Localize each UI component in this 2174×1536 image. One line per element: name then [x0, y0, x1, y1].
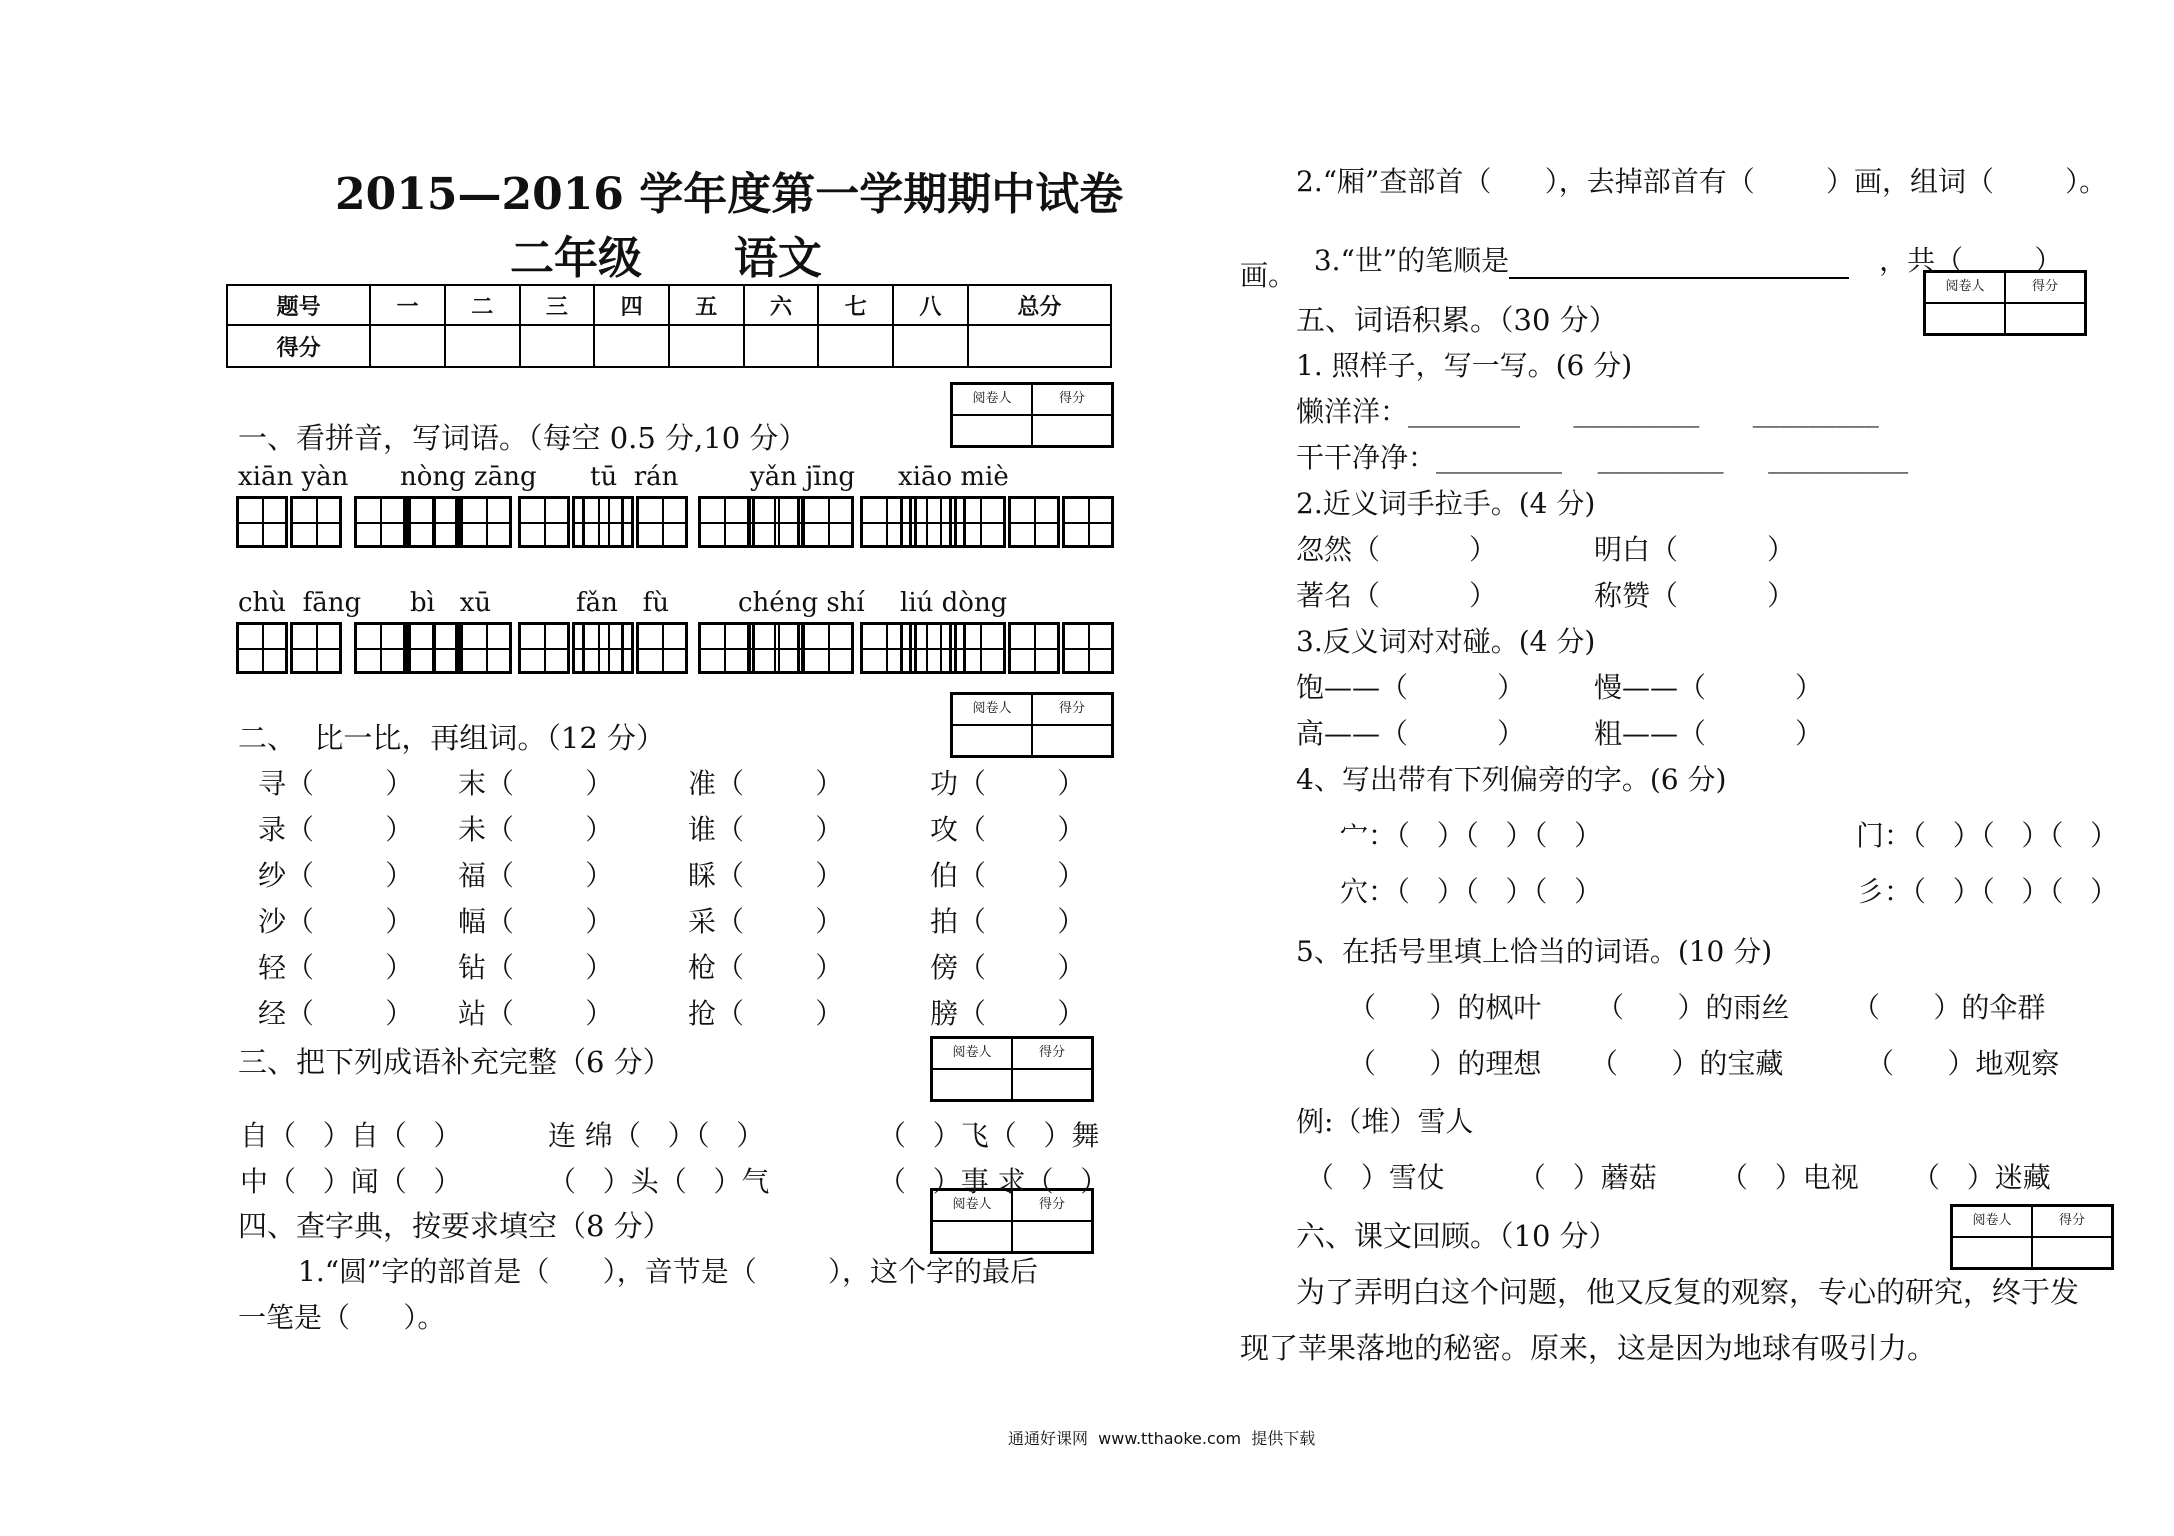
s5-p5-title: 5、在括号里填上恰当的词语。(10 分) — [1296, 935, 1773, 968]
tian-box[interactable] — [236, 496, 288, 548]
score-table-header: 五 — [669, 285, 744, 325]
tian-box[interactable] — [460, 622, 512, 674]
synonym-item: 称赞（ ） — [1594, 579, 1796, 612]
compare-item: 枪（ ） — [688, 951, 844, 984]
compare-item: 采（ ） — [688, 905, 844, 938]
compare-item: 睬（ ） — [688, 859, 844, 892]
score-table-header: 七 — [818, 285, 893, 325]
dict-q3-line2: 画。 — [1240, 259, 1297, 292]
section-1-title: 一、看拼音，写词语。（每空 0.5 分,10 分） — [238, 421, 808, 455]
idiom-item: 连 绵（ ）（ ） — [548, 1119, 765, 1152]
grader-cell[interactable] — [1032, 725, 1112, 756]
compare-item: 功（ ） — [930, 767, 1086, 800]
dict-q3-text: 3.“世”的笔顺是 — [1313, 244, 1510, 277]
s5-p1b: 干干净净：_________ _________ __________ — [1296, 441, 1909, 474]
tian-box[interactable] — [748, 622, 800, 674]
s5-p1a: 懒洋洋：________ _________ _________ — [1296, 395, 1879, 428]
antonym-item: 慢——（ ） — [1594, 671, 1824, 704]
grader-reviewer-label: 阅卷人 — [1952, 1206, 2032, 1237]
score-table-header: 八 — [893, 285, 968, 325]
section-5-title: 五、词语积累。（30 分） — [1296, 303, 1618, 337]
grader-box — [1950, 1204, 2114, 1270]
tian-box[interactable] — [518, 496, 570, 548]
tian-box[interactable] — [582, 622, 634, 674]
verb-item: （ ）雪仗 — [1306, 1161, 1445, 1194]
compare-item: 伯（ ） — [930, 859, 1086, 892]
section-2-title: 二、 比一比，再组词。（12 分） — [238, 721, 666, 755]
radical-item: 穴：（ ）（ ）（ ） — [1340, 875, 1603, 908]
exam-subtitle: 二年级 语文 — [510, 233, 822, 284]
compare-item: 福（ ） — [458, 859, 614, 892]
antonym-item: 高——（ ） — [1296, 717, 1526, 750]
idiom-item: （ ）事 求（ ） — [878, 1165, 1109, 1198]
idiom-item: （ ）头（ ）气 — [548, 1165, 770, 1198]
verb-item: （ ）迷藏 — [1912, 1161, 2051, 1194]
grader-box — [1923, 270, 2087, 336]
score-table-header: 四 — [594, 285, 669, 325]
dict-q3-tail: ，共（ ） — [1879, 244, 2063, 277]
idiom-item: （ ）飞（ ）舞 — [878, 1119, 1100, 1152]
tian-box[interactable] — [406, 622, 458, 674]
synonym-item: 明白（ ） — [1594, 533, 1796, 566]
pinyin-7: bì xū — [410, 588, 492, 618]
pinyin-4: yǎn jīng — [750, 462, 855, 492]
compare-item: 谁（ ） — [688, 813, 844, 846]
pinyin-6: chù fāng — [238, 588, 362, 618]
compare-item: 轻（ ） — [258, 951, 414, 984]
grader-cell[interactable] — [932, 1221, 1012, 1252]
tian-box[interactable] — [518, 622, 570, 674]
section-4-title: 四、查字典，按要求填空（8 分） — [238, 1209, 672, 1243]
phrase-item: （ ）地观察 — [1866, 1047, 2060, 1080]
pinyin-2: nòng zāng — [400, 462, 537, 492]
score-table-header: 总分 — [968, 285, 1111, 325]
compare-item: 抢（ ） — [688, 997, 844, 1030]
tian-box[interactable] — [406, 496, 458, 548]
score-cell[interactable] — [370, 325, 445, 367]
grader-box — [950, 382, 1114, 448]
tian-box[interactable] — [802, 496, 854, 548]
dict-q1-line2: 一笔是（ ）。 — [238, 1301, 446, 1334]
tian-box[interactable] — [900, 622, 952, 674]
score-row-label: 得分 — [227, 325, 370, 367]
s5-p3-title: 3.反义词对对碰。(4 分) — [1296, 625, 1596, 658]
tian-box[interactable] — [354, 496, 406, 548]
answer-grid — [900, 622, 1114, 674]
score-cell[interactable] — [669, 325, 744, 367]
grader-cell[interactable] — [2032, 1237, 2112, 1268]
dict-q3-line1 — [1296, 206, 2062, 279]
grader-reviewer-label: 阅卷人 — [932, 1038, 1012, 1069]
grader-cell[interactable] — [1012, 1221, 1092, 1252]
stroke-order-blank[interactable] — [1509, 249, 1849, 279]
passage-line-1: 为了弄明白这个问题，他又反复的观察，专心的研究，终于发 — [1296, 1275, 2080, 1309]
grader-cell[interactable] — [1925, 303, 2005, 334]
tian-box[interactable] — [802, 622, 854, 674]
radical-item: 门：（ ）（ ）（ ） — [1856, 819, 2119, 852]
grader-cell[interactable] — [952, 725, 1032, 756]
score-table-header: 三 — [520, 285, 595, 325]
dict-q2: 2.“厢”查部首（ ），去掉部首有（ ）画，组词（ ）。 — [1296, 165, 2108, 198]
score-cell[interactable] — [968, 325, 1111, 367]
tian-box[interactable] — [236, 622, 288, 674]
grader-box — [930, 1036, 1094, 1102]
compare-item: 膀（ ） — [930, 997, 1086, 1030]
compare-item: 攻（ ） — [930, 813, 1086, 846]
compare-item: 寻（ ） — [258, 767, 414, 800]
radical-item: 宀：（ ）（ ）（ ） — [1340, 819, 1603, 852]
score-table — [226, 284, 1112, 368]
score-table-header: 二 — [445, 285, 520, 325]
compare-item: 纱（ ） — [258, 859, 414, 892]
grader-score-label: 得分 — [1012, 1038, 1092, 1069]
phrase-item: （ ）的伞群 — [1852, 991, 2046, 1024]
compare-item: 沙（ ） — [258, 905, 414, 938]
synonym-item: 著名（ ） — [1296, 579, 1498, 612]
tian-box[interactable] — [698, 496, 750, 548]
antonym-item: 饱——（ ） — [1296, 671, 1526, 704]
s5-p2-title: 2.近义词手拉手。(4 分) — [1296, 487, 1596, 520]
grader-reviewer-label: 阅卷人 — [952, 384, 1032, 415]
grader-score-label: 得分 — [1032, 694, 1112, 725]
tian-box[interactable] — [1062, 622, 1114, 674]
grader-cell[interactable] — [952, 415, 1032, 446]
tian-box[interactable] — [354, 622, 406, 674]
verb-item: （ ）电视 — [1720, 1161, 1859, 1194]
tian-box[interactable] — [1062, 496, 1114, 548]
score-cell[interactable] — [744, 325, 819, 367]
tian-box[interactable] — [636, 496, 688, 548]
phrase-item: （ ）的雨丝 — [1596, 991, 1790, 1024]
pinyin-5: xiāo miè — [898, 462, 1009, 492]
synonym-item: 忽然（ ） — [1296, 533, 1498, 566]
idiom-item: 自（ ）自（ ） — [240, 1119, 462, 1152]
compare-item: 傍（ ） — [930, 951, 1086, 984]
pinyin-8: fǎn fù — [576, 588, 670, 618]
grader-cell[interactable] — [1012, 1069, 1092, 1100]
s5-p4-title: 4、写出带有下列偏旁的字。(6 分) — [1296, 763, 1727, 796]
dict-q1-line1: 1.“圆”字的部首是（ ），音节是（ ），这个字的最后 — [298, 1255, 1038, 1288]
tian-box[interactable] — [582, 496, 634, 548]
grader-cell[interactable] — [2005, 303, 2085, 334]
example-line: 例:（堆）雪人 — [1296, 1105, 1474, 1138]
compare-item: 准（ ） — [688, 767, 844, 800]
score-cell[interactable] — [520, 325, 595, 367]
tian-box[interactable] — [1008, 622, 1060, 674]
s5-p1-title: 1. 照样子，写一写。(6 分) — [1296, 349, 1633, 382]
score-cell[interactable] — [594, 325, 669, 367]
antonym-item: 粗——（ ） — [1594, 717, 1824, 750]
passage-line-2: 现了苹果落地的秘密。原来，这是因为地球有吸引力。 — [1240, 1331, 1937, 1365]
pinyin-10: liú dòng — [900, 588, 1008, 618]
radical-item: 彡：（ ）（ ）（ ） — [1856, 875, 2119, 908]
compare-item: 录（ ） — [258, 813, 414, 846]
section-3-title: 三、把下列成语补充完整（6 分） — [238, 1045, 672, 1079]
tian-box[interactable] — [900, 496, 952, 548]
idiom-item: 中（ ）闻（ ） — [240, 1165, 462, 1198]
score-table-header: 一 — [370, 285, 445, 325]
tian-box[interactable] — [698, 622, 750, 674]
footer-credit: 通通好课网 www.tthaoke.com 提供下载 — [1008, 1429, 1316, 1448]
score-table-header: 六 — [744, 285, 819, 325]
exam-title: 2015—2016 学年度第一学期期中试卷 — [335, 169, 1124, 220]
grader-score-label: 得分 — [1012, 1190, 1092, 1221]
grader-reviewer-label: 阅卷人 — [932, 1190, 1012, 1221]
compare-item: 经（ ） — [258, 997, 414, 1030]
pinyin-9: chéng shí — [738, 588, 865, 618]
grader-score-label: 得分 — [1032, 384, 1112, 415]
grader-cell[interactable] — [1952, 1237, 2032, 1268]
grader-reviewer-label: 阅卷人 — [952, 694, 1032, 725]
compare-item: 站（ ） — [458, 997, 614, 1030]
tian-box[interactable] — [1008, 496, 1060, 548]
compare-item: 幅（ ） — [458, 905, 614, 938]
score-cell[interactable] — [893, 325, 968, 367]
pinyin-3: tū rán — [590, 462, 679, 492]
compare-item: 钻（ ） — [458, 951, 614, 984]
grader-cell[interactable] — [1032, 415, 1112, 446]
tian-box[interactable] — [748, 496, 800, 548]
score-cell[interactable] — [445, 325, 520, 367]
grader-score-label: 得分 — [2005, 272, 2085, 303]
pinyin-1: xiān yàn — [238, 462, 349, 492]
compare-item: 末（ ） — [458, 767, 614, 800]
tian-box[interactable] — [636, 622, 688, 674]
grader-box — [950, 692, 1114, 758]
tian-box[interactable] — [954, 496, 1006, 548]
grader-score-label: 得分 — [2032, 1206, 2112, 1237]
tian-box[interactable] — [290, 622, 342, 674]
compare-item: 未（ ） — [458, 813, 614, 846]
tian-box[interactable] — [460, 496, 512, 548]
tian-box[interactable] — [954, 622, 1006, 674]
score-table-header: 题号 — [227, 285, 370, 325]
tian-box[interactable] — [290, 496, 342, 548]
grader-reviewer-label: 阅卷人 — [1925, 272, 2005, 303]
section-6-title: 六、课文回顾。（10 分） — [1296, 1219, 1618, 1253]
grader-cell[interactable] — [932, 1069, 1012, 1100]
verb-item: （ ）蘑菇 — [1518, 1161, 1657, 1194]
phrase-item: （ ）的枫叶 — [1348, 991, 1542, 1024]
answer-grid — [900, 496, 1114, 548]
phrase-item: （ ）的理想 — [1348, 1047, 1542, 1080]
phrase-item: （ ）的宝藏 — [1590, 1047, 1784, 1080]
score-cell[interactable] — [818, 325, 893, 367]
compare-item: 拍（ ） — [930, 905, 1086, 938]
